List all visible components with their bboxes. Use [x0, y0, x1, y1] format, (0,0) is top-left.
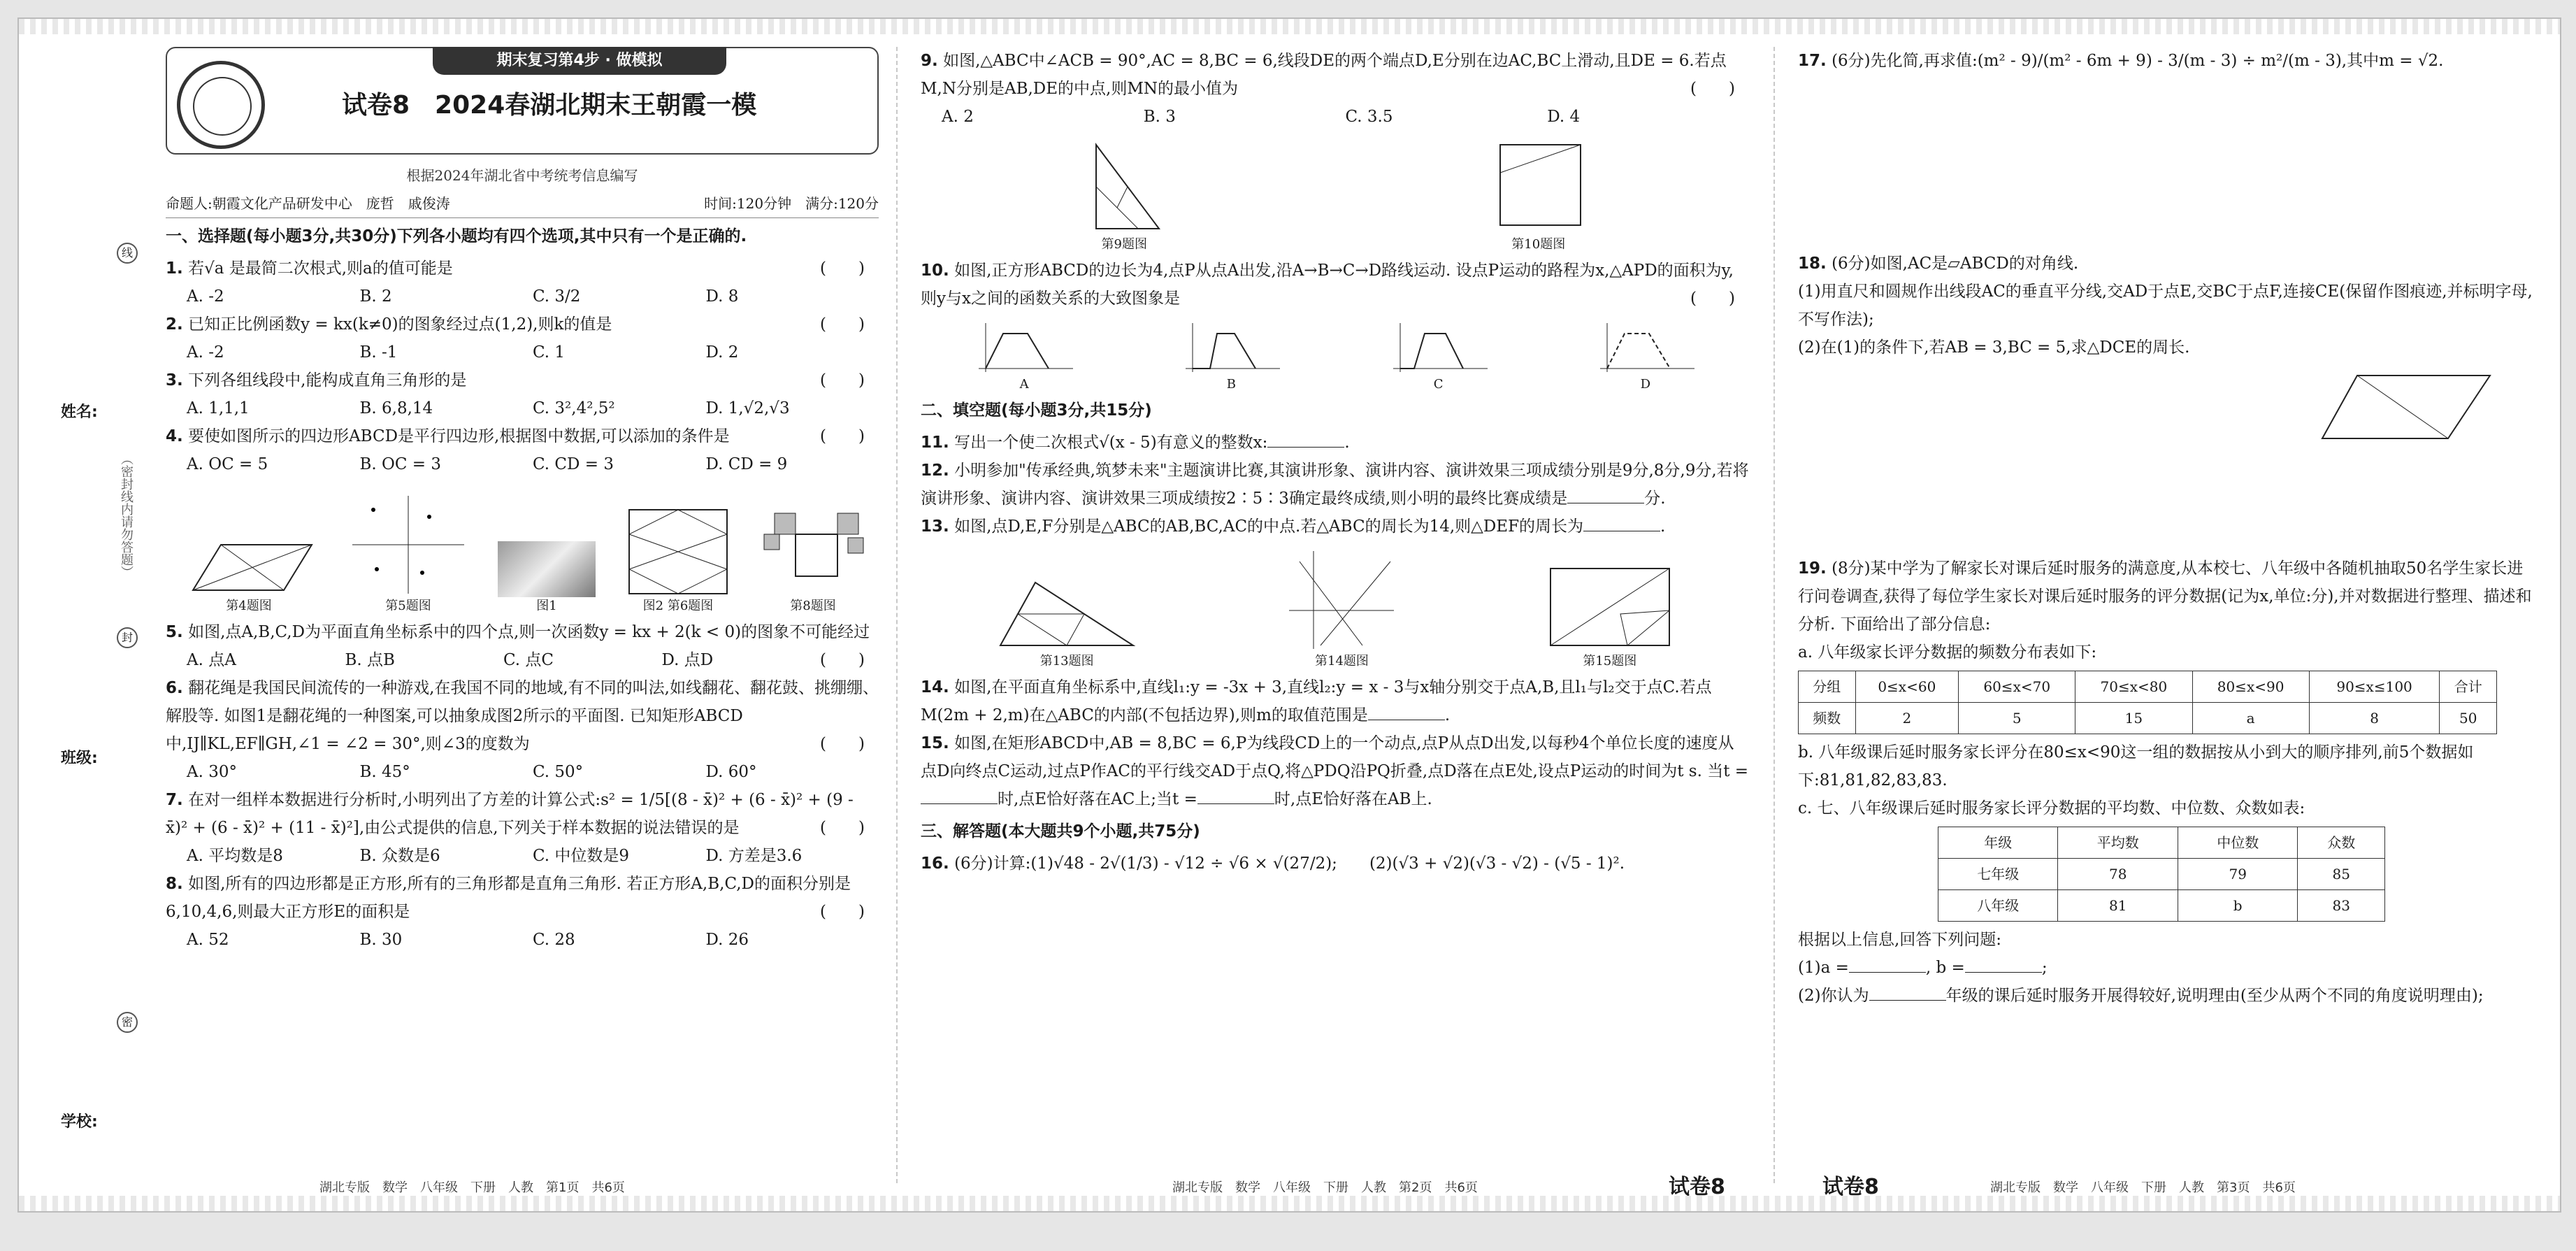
exam-subtitle: 根据2024年湖北省中考统考信息编写 — [406, 167, 638, 184]
footer-page-1: 湖北专版 数学 八年级 下册 人教 第1页 共6页 — [319, 1180, 625, 1195]
question-19-part1: (1)a = , b = ; — [1798, 959, 2048, 977]
school-label: 学校: — [61, 1113, 98, 1131]
question-18-part2: (2)在(1)的条件下,若AB = 3,BC = 5,求△DCE的周长. — [1798, 338, 2190, 357]
graph-option-c: C — [1386, 320, 1491, 392]
options-4: A. OC = 5 B. OC = 3 C. CD = 3 D. CD = 9 — [187, 455, 788, 473]
options-7: A. 平均数是8 B. 众数是6 C. 中位数是9 D. 方差是3.6 — [187, 847, 803, 865]
options-10-graphs — [921, 320, 1749, 392]
question-10: 10. 如图,正方形ABCD的边长为4,点P从点A出发,沿A→B→C→D路线运动. 设点P运动的路程为x,△APD的面积为y,则y与x之间的函数关系的大致图象是 ( ) — [921, 262, 1735, 308]
question-11: 11. 写出一个使二次根式√(x - 5)有意义的整数x: . — [921, 434, 1350, 452]
column-page-2 — [921, 47, 1749, 1176]
stats-table: 年级 平均数 中位数 众数 七年级 78 79 85 八年级 81 b 83 — [1938, 827, 2385, 922]
seal-note: （密封线内请勿答题） — [119, 452, 134, 578]
question-6: 6. 翻花绳是我国民间流传的一种游戏,在我国不同的地域,有不同的叫法,如线翻花、翻花鼓、挑绷绷、解股等. 如图1是翻花绳的一种图案,可以抽象成图2所示的平面图. 已知矩形ABCD中,IJ∥KL,EF∥GH,∠1 = ∠2 = 30°,则∠3的度数为 ( ) — [166, 679, 879, 753]
figure-q13: 第13题图 — [993, 576, 1140, 669]
exam-tag-left: 试卷8 — [1669, 1175, 1725, 1199]
figures-row-13 — [921, 548, 1749, 669]
column-divider-1 — [896, 47, 898, 1183]
decorative-border-bottom — [19, 1196, 2560, 1211]
section-answer: 三、解答题(本大题共9个小题,共75分) — [921, 822, 1200, 841]
question-13: 13. 如图,点D,E,F分别是△ABC的AB,BC,AC的中点.若△ABC的周长为14,则△DEF的周长为 . — [921, 517, 1666, 536]
question-19-prompt: 根据以上信息,回答下列问题: — [1798, 931, 2002, 949]
question-8: 8. 如图,所有的四边形都是正方形,所有的三角形都是直角三角形. 若正方形A,B,C,D的面积分别是6,10,4,6,则最大正方形E的面积是 ( ) — [166, 875, 865, 921]
exam-meta — [166, 190, 879, 218]
name-label: 姓名: — [61, 403, 98, 421]
options-8: A. 52 B. 30 C. 28 D. 26 — [187, 931, 749, 949]
question-9: 9. 如图,△ABC中∠ACB = 90°,AC = 8,BC = 6,线段DE的两个端点D,E分别在边AC,BC上滑动,且DE = 6.若点M,N分别是AB,DE的中点,则MN的最小值为 ( ) — [921, 52, 1735, 98]
footer-page-3: 湖北专版 数学 八年级 下册 人教 第3页 共6页 — [1990, 1180, 2296, 1195]
footer-page-2: 湖北专版 数学 八年级 下册 人教 第2页 共6页 — [1172, 1180, 1478, 1195]
question-19: 19. (8分)某中学为了解家长对课后延时服务的满意度,从本校七、八年级中各随机抽取50名学生家长进行问卷调查,获得了每位学生家长对课后延时服务的评分数据(记为x,单位:分),并对数据进行整理、描述和分析. 下面给出了部分信息: — [1798, 559, 2532, 634]
options-3: A. 1,1,1 B. 6,8,14 C. 3²,4²,5² D. 1,√2,√3 — [187, 399, 790, 417]
options-9: A. 2 B. 3 C. 3.5 D. 4 — [942, 108, 1581, 126]
options-5: A. 点A B. 点B C. 点C D. 点D — [187, 651, 714, 669]
section-fill: 二、填空题(每小题3分,共15分) — [921, 401, 1152, 420]
figure-q5: 第5题图 — [345, 492, 471, 614]
question-16: 16. (6分)计算:(1)√48 - 2√(1/3) - √12 ÷ √6 × √(27/2); (2)(√3 + √2)(√3 - √2) - (√5 - 1)². — [921, 855, 1625, 873]
info-c: c. 七、八年级课后延时服务家长评分数据的平均数、中位数、众数如表: — [1798, 799, 2305, 817]
exam-paper — [17, 17, 2561, 1213]
question-4: 4. 要使如图所示的四边形ABCD是平行四边形,根据图中数据,可以添加的条件是 ( ) — [166, 427, 865, 445]
seal-mark-line: 线 — [117, 243, 138, 264]
column-page-3 — [1798, 47, 2539, 1176]
question-19-part2: (2)你认为 年级的课后延时服务开展得较好,说明理由(至少从两个不同的角度说明理由); — [1798, 987, 2484, 1005]
decorative-border-top — [19, 19, 2560, 34]
figure-q6-photo: 图1 — [498, 541, 596, 614]
question-18: 18. (6分)如图,AC是▱ABCD的对角线. — [1798, 255, 2079, 273]
section-choice: 一、选择题(每小题3分,共30分)下列各小题均有四个选项,其中只有一个是正确的. — [166, 227, 747, 245]
graph-option-d: D — [1593, 320, 1698, 392]
question-5: 5. 如图,点A,B,C,D为平面直角坐标系中的四个点,则一次函数y = kx + 2(k < 0)的图象不可能经过 ( ) — [166, 623, 870, 669]
column-page-1 — [166, 47, 879, 1176]
publisher-logo — [177, 61, 265, 149]
figure-q18 — [1798, 369, 2497, 445]
graph-option-b: B — [1179, 320, 1283, 392]
figure-q14: 第14题图 — [1286, 548, 1397, 669]
question-17: 17. (6分)先化简,再求值:(m² - 9)/(m² - 6m + 9) - 3/(m - 3) ÷ m²/(m - 3),其中m = √2. — [1798, 52, 2444, 70]
graph-option-a: A — [972, 320, 1077, 392]
question-14: 14. 如图,在平面直角坐标系中,直线l₁:y = -3x + 3,直线l₂:y = x - 3与x轴分别交于点A,B,且l₁与l₂交于点C.若点M(2m + 2,m)在△ABC的内部(不包括边界),则m的取值范围是 . — [921, 678, 1712, 724]
figure-q10: 第10题图 — [1490, 138, 1588, 252]
exam-tag-right: 试卷8 — [1822, 1175, 1879, 1199]
options-1: A. -2 B. 2 C. 3/2 D. 8 — [187, 287, 739, 306]
question-3: 3. 下列各组线段中,能构成直角三角形的是 ( ) — [166, 371, 865, 389]
exam-title: 试卷8 2024春湖北期末王朝霞一模 — [342, 91, 757, 120]
question-2: 2. 已知正比例函数y = kx(k≠0)的图象经过点(1,2),则k的值是 ( ) — [166, 315, 865, 334]
info-a: a. 八年级家长评分数据的频数分布表如下: — [1798, 643, 2097, 662]
frequency-table: 分组 0≤x<60 60≤x<70 70≤x<80 80≤x<90 90≤x≤100 合计 频数 2 5 15 a 8 50 — [1798, 671, 2497, 734]
question-15: 15. 如图,在矩形ABCD中,AB = 8,BC = 6,P为线段CD上的一个动点,点P从点D出发,以每秒4个单位长度的速度从点D向终点C运动,过点P作AC的平行线交AD于点Q,将△PDQ沿PQ折叠,点D落在点E处,设点P运动的时间为t s. 当t =时,点E恰好落在AC上;当t = 时,点E恰好落在AB上. — [921, 734, 1749, 808]
figures-row-1 — [166, 485, 879, 614]
figure-q6-diagram: 图2 第6题图 — [622, 506, 734, 614]
column-divider-2 — [1773, 47, 1775, 1183]
question-7: 7. 在对一组样本数据进行分析时,小明列出了方差的计算公式:s² = 1/5[(8 - x̄)² + (6 - x̄)² + (9 - x̄)² + (6 - x̄)² + (11 - x̄)²],由公式提供的信息,下列关于样本数据的说法错误的是 ( ) — [166, 791, 865, 837]
info-b: b. 八年级课后延时服务家长评分在80≤x<90这一组的数据按从小到大的顺序排列,前5个数据如下:81,81,82,83,83. — [1798, 743, 2474, 789]
options-2: A. -2 B. -1 C. 1 D. 2 — [187, 343, 739, 362]
authors: 命题人:朝霞文化产品研发中心 庞哲 戚俊涛 — [166, 195, 450, 212]
figure-q8: 第8题图 — [761, 485, 865, 614]
figure-q9: 第9题图 — [1082, 138, 1166, 252]
time-score: 时间:120分钟 满分:120分 — [704, 195, 879, 212]
question-12: 12. 小明参加"传承经典,筑梦未来"主题演讲比赛,其演讲形象、演讲内容、演讲效果三项成绩分别是9分,8分,9分,若将演讲形象、演讲内容、演讲效果三项成绩按2∶5∶3确定最终成绩,则小明的最终比赛成绩是 分. — [921, 462, 1749, 508]
seal-mark-secret: 密 — [117, 1012, 138, 1033]
seal-mark-seal: 封 — [117, 627, 138, 648]
question-1: 1. 若√a 是最简二次根式,则a的值可能是 ( ) — [166, 259, 865, 278]
figure-q4: 第4题图 — [179, 534, 319, 614]
options-6: A. 30° B. 45° C. 50° D. 60° — [187, 763, 757, 781]
exam-banner — [166, 47, 879, 155]
figure-q15: 第15题图 — [1544, 562, 1676, 669]
question-18-part1: (1)用直尺和圆规作出线段AC的垂直平分线,交AD于点E,交BC于点F,连接CE(保留作图痕迹,并标明字母,不写作法); — [1798, 283, 2533, 329]
review-step-tag: 期末复习第4步 · 做模拟 — [433, 47, 726, 75]
figures-row-9 — [921, 138, 1749, 252]
class-label: 班级: — [61, 750, 98, 767]
